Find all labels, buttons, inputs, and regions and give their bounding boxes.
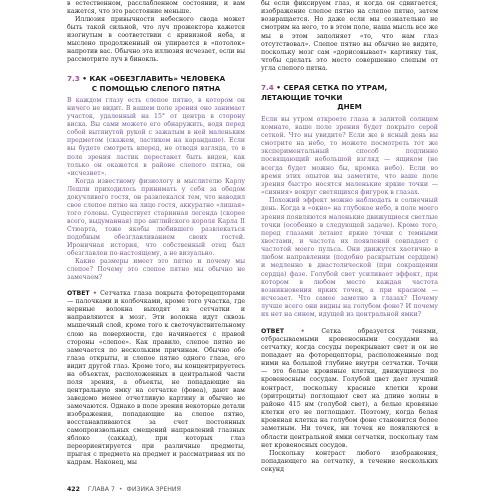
chapter-title: ФИЗИКА ЗРЕНИЯ bbox=[126, 486, 181, 493]
left-column bbox=[67, 0, 245, 467]
section-heading bbox=[261, 83, 438, 111]
right-column bbox=[261, 0, 438, 474]
footer-bullet: • bbox=[118, 486, 123, 493]
section-title-line1: • СЕРАЯ СЕТКА ПО УТРАМ, ЛЕТАЮЩИЕ ТОЧКИ bbox=[261, 83, 388, 102]
question-paragraph: Если вы утром откроете глаза в залитой солнцем комнате, ваше поле зрения будет покрыто серой сеткой. Что вы увидите? Если же в ясный день вы смотрите на небо, то можете посмотреть тот же экспериментальный способ подлинно посвящающий небольшой взгляд — ящиком (не всегда будет можно бы, кромка небо). Если во время этих опытов вы заметите, что ваше поле зрения быстро носятся маленькие яркие точки — «сияния» вокруг светящихся фигурок в глазах. bbox=[261, 115, 438, 197]
page-footer bbox=[67, 486, 181, 493]
answer-text: Сетка образуется тенями, отбрасываемыми кровеносными сосудами на сетчатку, когда сосуды перекрывают свет и он не попадает на фоторецепторы, расположенные под ними на большой глубине внутри сетчатки. Точки — это белые кровяные клетки, движущиеся по кровеносным сосудам. Голубой цвет дает лучший контраст, поскольку красные клетки крови (эритроциты) поглощают свет на длине волны в районе 415 нм (голубой свет), а белые кровяные клетки его не поглощают. Поэтому, когда белая кровяная клетка на голубом фоне становится более заметным. Ни точек, ни точек не появляются в области центральной ямки сетчатки, поскольку там нет кровеносных сосудов. bbox=[261, 327, 438, 449]
section-number: 7.4 bbox=[261, 83, 274, 93]
intro-paragraph: Иллюзия привычности небесного свода может быть такой сильной, что луч прожектора кажется изогнутым в соответствии с кривизной неба, и мыслено продолженный он упирается в «потолок» напротив вас. Обычно эта иллюзия исчезает, если вы рассмотрите луч в бинокль. bbox=[67, 16, 245, 64]
section-title-line2: ДНЕМ bbox=[337, 102, 362, 112]
answer-bullet: • bbox=[300, 327, 305, 335]
answer-paragraph bbox=[67, 290, 245, 467]
answer-label: ОТВЕТ bbox=[261, 327, 285, 335]
question-paragraph: Когда известному физиологу и мыслителю Карлу Лешли приходилось принимать у себя за обедом докучливого гостя, он развлекался тем, что наводил свое слепое пятно на лицо гостя, аккуратно «лишая» того головы. Существует старинная легенда (скорее всего, выдуманная) про английского короля Карла II Стюарта, тоже якобы любившего развлекаться подобным обезглавливанием своих гостей. Ироничная история, что собственный отец был обезглавлен по-настоящему, а не визуально. bbox=[67, 177, 245, 258]
section-title-line2: С ПОМОЩЬЮ СЛЕПОГО ПЯТНА bbox=[91, 83, 221, 93]
question-paragraph: В каждом глазу есть слепое пятно, в котором он ничего не видит. В вашем поле зрения оно занимает участок, удаленный на 15° от центра в сторону виска. Вы сами можете его обнаружить, водя перед собой вытянутой рукой с зажатым в ней маленьким предметом (скажем, ластиком на карандаше). Если вы будете смотреть вперед, не отводя взгляда, то в поле зрения ластик перестанет быть виден, как только он окажется в районе слепого пятна, он «исчезнет». bbox=[67, 97, 245, 177]
answer-paragraph bbox=[261, 328, 438, 450]
section-heading bbox=[67, 74, 245, 93]
question-paragraph: Похожий эффект можно наблюдать в солнечный день. Когда в «окно» на глубокое небо, в поле моего зрения появляются маленькие движущиеся светлые точки (особенно в следующей задаче). Кроме того, перед глазами летают яркие точки с темными хвостами, и частота их появлений совпадает с частотой моего пульса. Они движутся хаотично в любом направлении (подобно раскрытым сердцем) и медленно в диастолической (при сокращении сердца) фазе. Голубой свет усиливает эффект, при котором в любом месте каждая частота возникновения ярких точек, а при красном — исчезает. Что самое заметно в глазах? Почему лучше всего они видны на голубом фоне? И почему их нет на синем, идущей из центральной ямки? bbox=[261, 197, 438, 319]
answer-text: Сетчатка глаза покрыта фоторецепторами — палочками и колбочками, кроме того участка, где нервные волокна выходят из сетчатки и направляются в мозг. Эти волокна идут сквозь мышечный слой, кроме того к светочувствительному слою на поверхности, где начинается с правой стороны «слепое». Как правило, слепое пятно не замечается по нескольким причинам. Обычно обе глаза открыты, и слепое пятно одного глаза, его видит другой глаз. Кроме того, вы концентрируетесь на объектах, расположенных в центральной части поля зрения, а объекты, не попадающие на центральную ямку на сетчатке (фовеа), дают вам заведомо менее отчетливую картину и обычно не замечаются. Однако в поле зрения некоторые детали изображения, попадающие на слепое пятно, восстанавливаются за счет постоянных самопроизвольных смещений направлений глазных яблоко (саккад), при которых глаз переориентируется при различные предметы, прыгая с предмета на предмет и рассматривая их по кадрам. Наконец, мы bbox=[67, 290, 245, 467]
chapter-label: ГЛАВА 7 bbox=[87, 486, 115, 493]
answer-paragraph: Поскольку контраст любого изображения, попадающего на сетчатку, в течение нескольких секунд bbox=[261, 449, 438, 474]
intro-paragraph: бы если фиксируем глаз, и когда он сдвигается, изображение слепое пятно на слепое пятно, затем возвращается. Но даже если мы сознательно не смотрим на него, то в этом поле, наша мысль все же мы в этом заполняет «то, что нам глаз отсутствовал». Слепое пятно вы обычно не видите, поскольку мозг сам «дорисовывает» картинку так, чтобы сделать это место совершенно слепым от угла слепого пятна. bbox=[261, 0, 438, 73]
answer-label: ОТВЕТ bbox=[67, 290, 90, 298]
page-number: 422 bbox=[67, 486, 80, 493]
section-number: 7.3 bbox=[67, 74, 80, 84]
question-paragraph: Какие размеры имеет это пятно и почему мы слепое? Почему это слепое пятно мы обычно не замечаем? bbox=[67, 258, 245, 282]
intro-paragraph: в естественном, расслабленном состоянии, и вам кажется, что это расстояние меньше. bbox=[67, 0, 245, 16]
section-title-line1: • КАК «ОБЕЗГЛАВИТЬ» ЧЕЛОВЕКА bbox=[82, 74, 226, 84]
answer-bullet: • bbox=[92, 290, 97, 298]
